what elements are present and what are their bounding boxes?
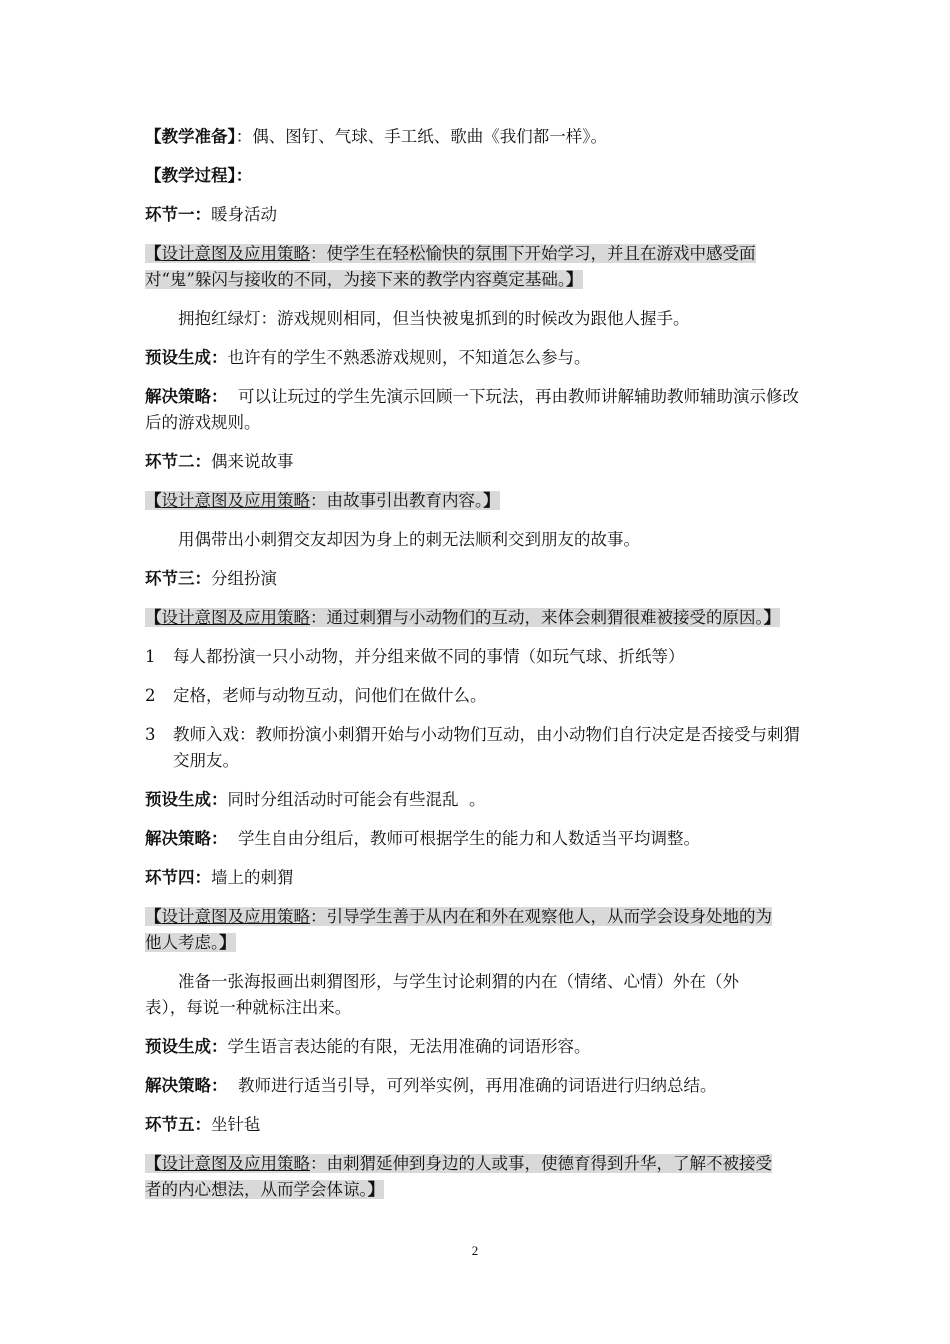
section-2-intent-open: 【 <box>145 491 162 510</box>
section-5-heading <box>145 1112 810 1138</box>
section-1-preset-text: 也许有的学生不熟悉游戏规则，不知道怎么参与。 <box>227 348 591 367</box>
section-3-intent <box>145 605 810 631</box>
section-4-title: 墙上的刺猬 <box>211 868 294 887</box>
section-5-intent-close: 】 <box>367 1180 385 1199</box>
section-5-label: 环节五： <box>145 1115 211 1134</box>
section-3-label: 环节三： <box>145 569 211 588</box>
teaching-process <box>145 163 810 189</box>
section-5-intent <box>145 1151 777 1203</box>
section-4-intent-text: ：引导学生善于从内在和外在观察他人，从而学会设身处地的为他人考虑。 <box>145 907 772 952</box>
section-3-title: 分组扮演 <box>211 569 277 588</box>
section-3-intent-text: ：通过刺猬与小动物们的互动，来体会刺猬很难被接受的原因。 <box>310 608 764 627</box>
section-3-heading <box>145 566 810 592</box>
section-4-solve <box>145 1073 810 1099</box>
section-4-intent-open: 【 <box>145 907 162 926</box>
section-1-label: 环节一： <box>145 205 211 224</box>
section-2-intent <box>145 488 810 514</box>
section-4-preset-label: 预设生成： <box>145 1037 228 1056</box>
section-3-solve-text: 学生自由分组后，教师可根据学生的能力和人数适当平均调整。 <box>227 829 700 848</box>
section-1-intent-highlight <box>145 244 756 289</box>
teaching-process-label: 【教学过程】 <box>145 166 236 185</box>
section-1-solve-label: 解决策略： <box>145 387 228 406</box>
section-2-title: 偶来说故事 <box>211 452 294 471</box>
section-3-preset-text: 同时分组活动时可能会有些混乱 。 <box>227 790 486 809</box>
section-4-solve-text: 教师进行适当引导，可列举实例，再用准确的词语进行归纳总结。 <box>227 1076 717 1095</box>
section-4-intent-close: 】 <box>219 933 236 952</box>
section-2-label: 环节二： <box>145 452 211 471</box>
section-4-preset <box>145 1034 810 1060</box>
step-text: 教师入戏：教师扮演小刺猬开始与小动物们互动，由小动物们自行决定是否接受与刺猬交朋友。 <box>173 725 800 770</box>
section-1-body: 拥抱红绿灯：游戏规则相同，但当快被鬼抓到的时候改为跟他人握手。 <box>178 309 690 328</box>
step-text: 定格，老师与动物互动，问他们在做什么。 <box>173 686 487 705</box>
section-4-label: 环节四： <box>145 868 211 887</box>
section-1-solve-text: 可以让玩过的学生先演示回顾一下玩法，再由教师讲解辅助教师辅助演示修改后的游戏规则。 <box>145 387 799 432</box>
section-5-intent-highlight <box>145 1154 772 1199</box>
section-5-title: 坐针毡 <box>211 1115 261 1134</box>
teaching-prep-label: 【教学准备】 <box>145 127 236 146</box>
section-1-intent <box>145 241 805 293</box>
section-5-intent-open: 【 <box>145 1154 162 1173</box>
section-1-intent-text: ：使学生在轻松愉快的氛围下开始学习，并且在游戏中感受面对“鬼”躲闪与接收的不同，为接下来的教学内容奠定基础。 <box>145 244 756 289</box>
section-4-body: 准备一张海报画出刺猬图形，与学生讨论刺猬的内在（情绪、心情）外在（外表），每说一种就标注出来。 <box>145 972 739 1017</box>
section-4-intent-label: 设计意图及应用策略 <box>161 907 310 926</box>
section-3-step-2 <box>145 683 810 709</box>
document-content <box>145 124 810 1216</box>
section-2-heading <box>145 449 810 475</box>
section-3-intent-close: 】 <box>763 608 781 627</box>
section-5-intent-text: ：由刺猬延伸到身边的人或事，使德育得到升华，了解不被接受者的内心想法，从而学会体谅。 <box>145 1154 772 1199</box>
teaching-process-colon: ： <box>235 166 253 185</box>
section-3-step-3 <box>145 722 810 774</box>
step-number: 3 <box>145 725 156 744</box>
section-2-intent-label: 设计意图及应用策略 <box>161 491 310 510</box>
section-4-intent-highlight <box>145 907 772 952</box>
section-2-body: 用偶带出小刺猬交友却因为身上的刺无法顺利交到朋友的故事。 <box>178 530 640 549</box>
section-3-solve-label: 解决策略： <box>145 829 228 848</box>
section-1-intent-open: 【 <box>145 244 162 263</box>
step-text: 每人都扮演一只小动物，并分组来做不同的事情（如玩气球、折纸等） <box>173 647 685 666</box>
section-4-solve-label: 解决策略： <box>145 1076 228 1095</box>
teaching-prep-text: ：偶、图钉、气球、手工纸、歌曲《我们都一样》。 <box>235 127 607 146</box>
section-2-intent-close: 】 <box>483 491 500 510</box>
section-5-intent-label: 设计意图及应用策略 <box>161 1154 310 1173</box>
section-1-title: 暖身活动 <box>211 205 277 224</box>
section-3-intent-label: 设计意图及应用策略 <box>161 608 310 627</box>
teaching-prep <box>145 124 810 150</box>
step-number: 2 <box>145 686 156 705</box>
section-2-intent-text: ：由故事引出教育内容。 <box>310 491 484 510</box>
page-number: 2 <box>471 1243 479 1258</box>
section-1-preset <box>145 345 810 371</box>
section-1-heading <box>145 202 810 228</box>
section-1-preset-label: 预设生成： <box>145 348 228 367</box>
section-3-intent-highlight <box>145 608 780 627</box>
section-1-intent-label: 设计意图及应用策略 <box>161 244 310 263</box>
section-3-step-1 <box>145 644 810 670</box>
section-4-heading <box>145 865 810 891</box>
section-4-intent <box>145 904 777 956</box>
section-3-solve <box>145 826 810 852</box>
step-number: 1 <box>145 647 156 666</box>
section-3-intent-open: 【 <box>145 608 162 627</box>
section-2-intent-highlight <box>145 491 500 510</box>
section-1-solve <box>145 384 810 436</box>
section-3-preset-label: 预设生成： <box>145 790 228 809</box>
section-3-preset <box>145 787 810 813</box>
section-4-preset-text: 学生语言表达能的有限，无法用准确的词语形容。 <box>227 1037 591 1056</box>
section-1-intent-close: 】 <box>566 270 583 289</box>
